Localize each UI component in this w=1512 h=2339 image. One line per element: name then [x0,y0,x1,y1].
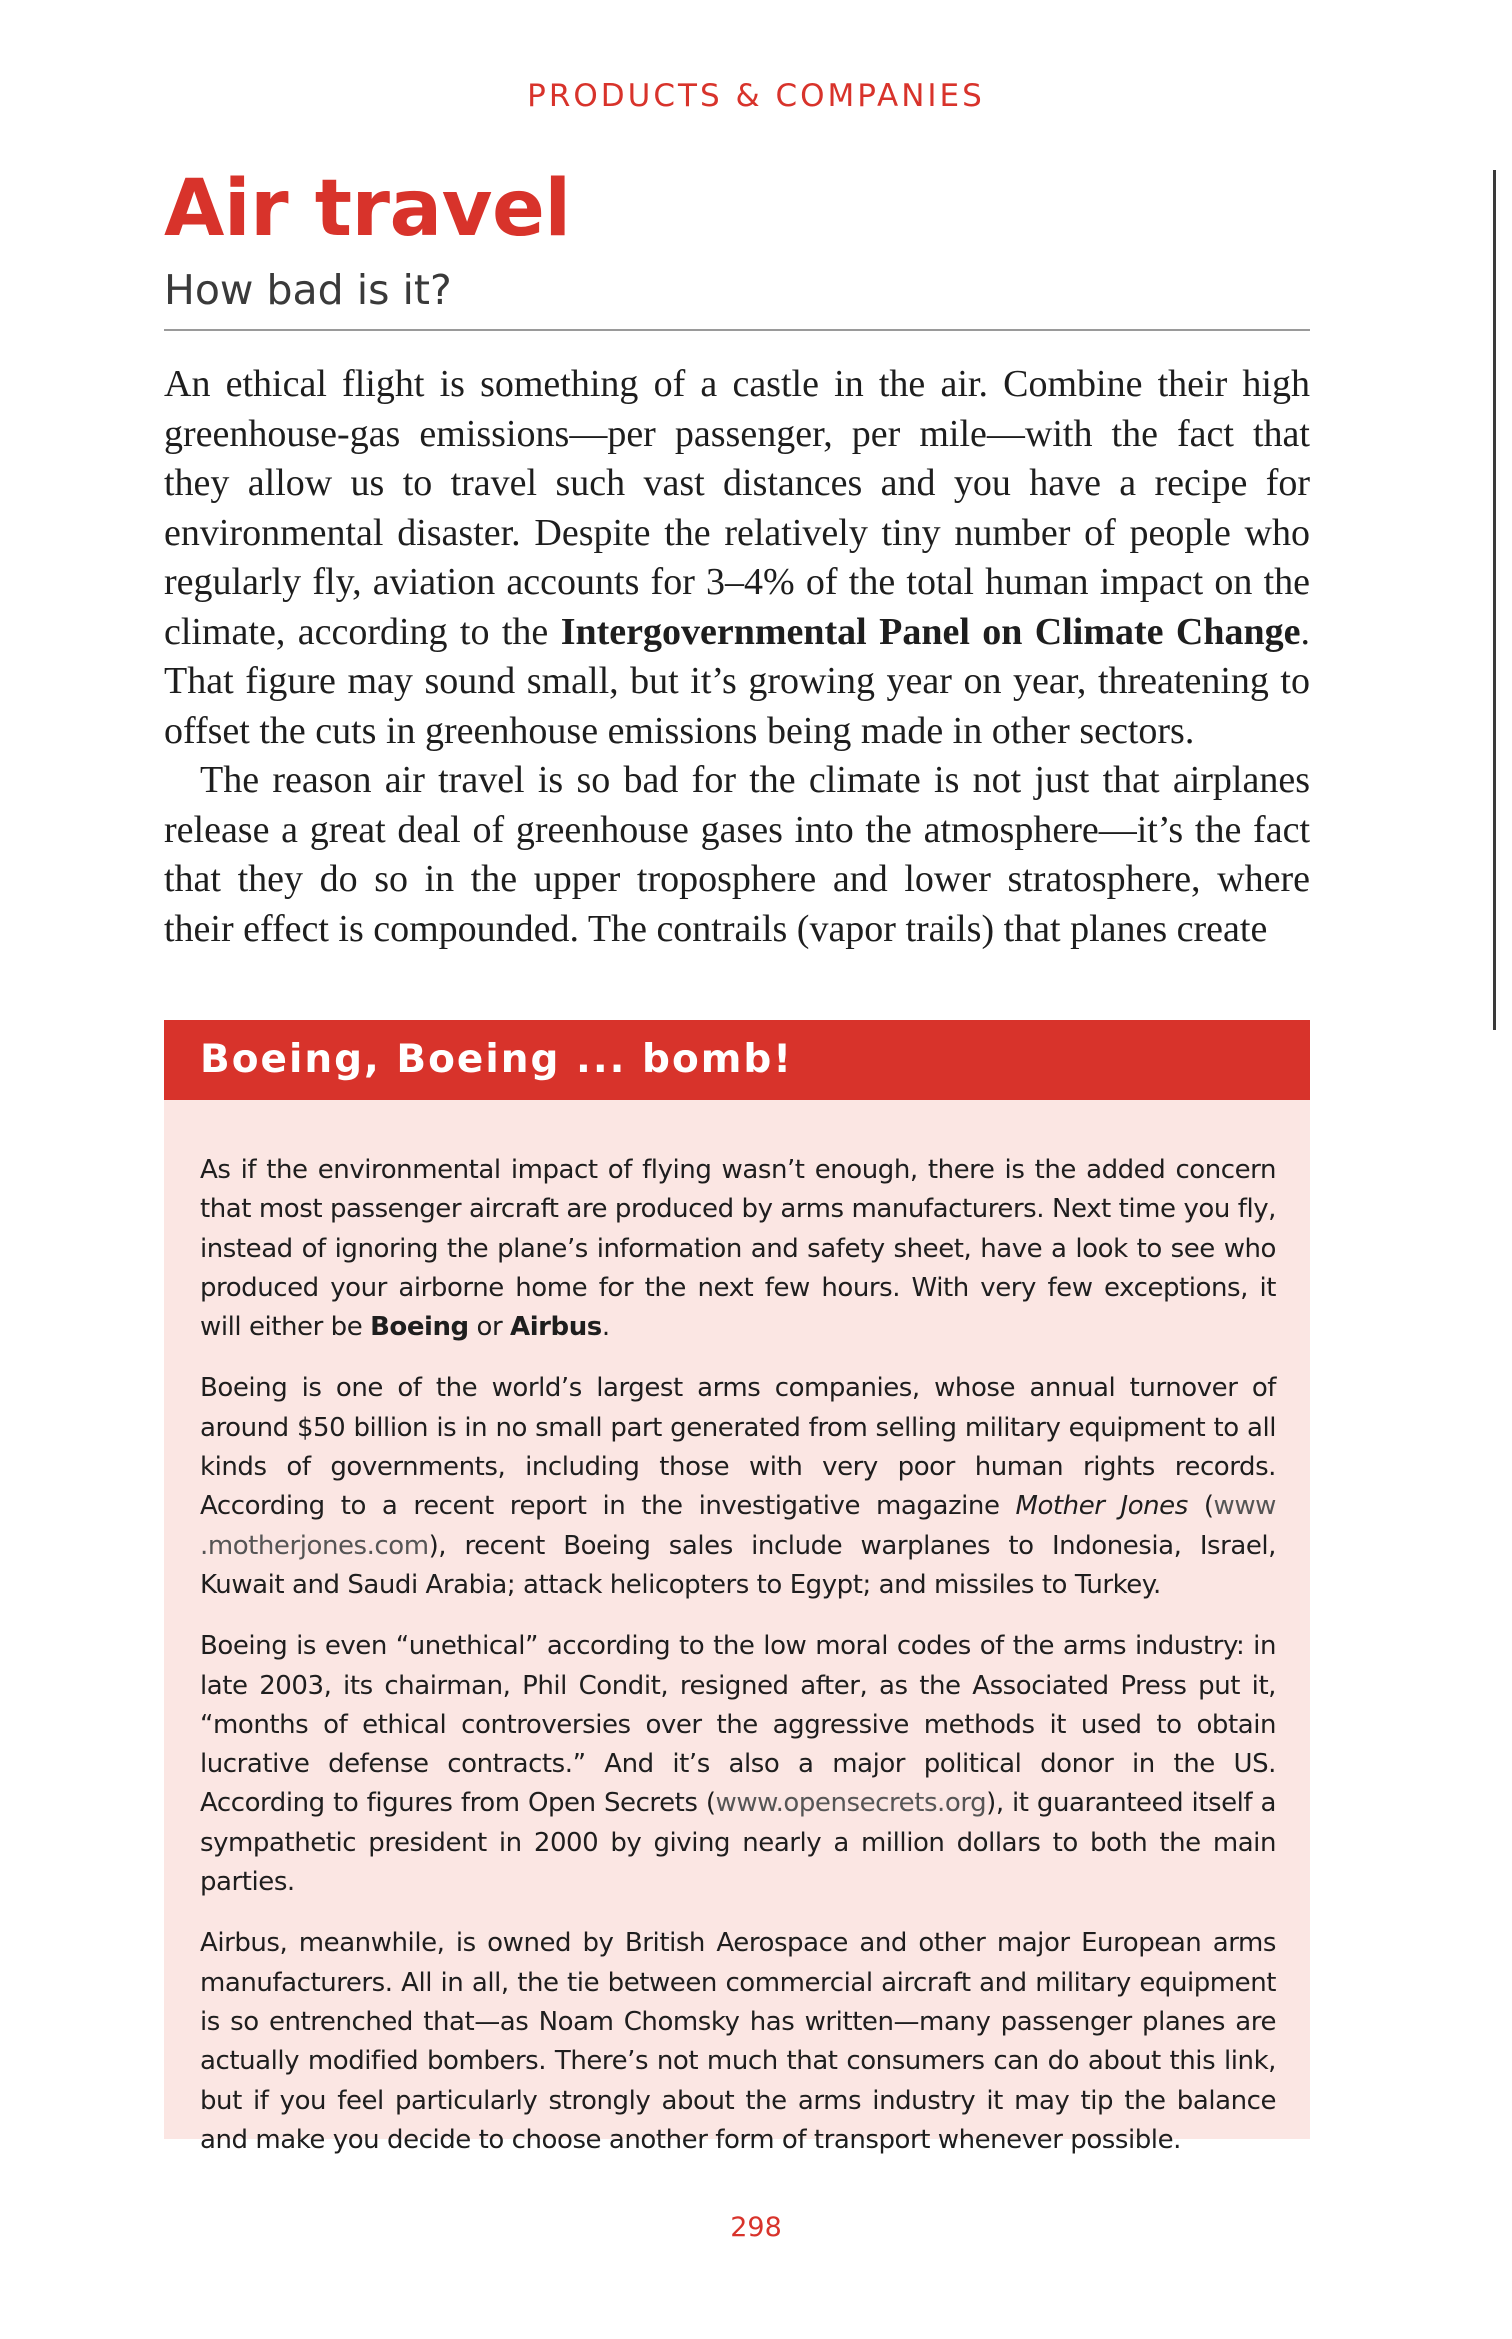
page-number: 298 [730,2212,782,2243]
body-paragraph-1 [164,360,1310,756]
sidebar-p1-end: . [601,1312,610,1343]
sidebar-p3-url: www.opensecrets.org [715,1788,987,1819]
sidebar-paragraph-3 [200,1627,1276,1902]
sidebar-paragraph-2 [200,1369,1276,1605]
sidebar-body [164,1151,1310,2160]
sidebar-p1-or: or [468,1312,511,1343]
sidebar-p3-text-b: ), it guaranteed itself a sympathetic president in 2000 by giving nearly a million dollars to both the main parties. [200,1788,1276,1898]
sidebar-p1-bold-boeing: Boeing [370,1312,469,1343]
body-p1-text-a: An ethical flight is something of a castle in the air. Combine their high greenhouse-gas emissions—per passenger, per mile—with the fact that they allow us to travel such vast distances and you have a recipe for environmental disaster. Despite the relatively tiny number of people who regularly fly, aviation accounts for 3–4% of the total human impact on the climate, according to the [164,363,1310,653]
article-body [164,360,1310,954]
sidebar-p1-bold-airbus: Airbus [510,1312,602,1343]
sidebar-p2-text-a: Boeing is one of the world’s largest arms companies, whose annual turnover of around $50 billion is in no small part generated from selling military equipment to all kinds of governments, including those with very poor human rights records. According to a recent report in the investigative magazine [200,1373,1276,1522]
body-p1-bold: Intergovernmental Panel on Climate Change [560,610,1301,653]
sidebar-p3-text-a: Boeing is even “unethical” according to the low moral codes of the arms industry: in late 2003, its chairman, Phil Condit, resigned after, as the Associated Press put it, “months of ethical controversies over the aggressive methods it used to obtain lucrative defense contracts.” And it’s also a major political donor in the US. According to figures from Open Secrets ( [200,1631,1276,1819]
sidebar-box [164,1020,1310,2155]
title-divider [164,329,1310,331]
sidebar-p2-italic: Mother Jones [1015,1491,1188,1522]
body-p1-text-b: . That figure may sound small, but it’s growing year on year, threatening to offset the cuts in greenhouse emissions being made in other sectors. [164,610,1310,752]
sidebar-paragraph-4: Airbus, meanwhile, is owned by British Aerospace and other major European arms manufacturers. All in all, the tie between commercial aircraft and military equipment is so entrenched that—as Noam Chomsky has written—many passenger planes are actually modified bombers. There’s not much that consumers can do about this link, but if you feel particularly strongly about the arms industry it may tip the balance and make you decide to choose another form of transport whenever possible. [200,1928,1276,2155]
sidebar-paragraph-1 [200,1151,1276,1347]
body-paragraph-2: The reason air travel is so bad for the climate is not just that airplanes release a great deal of greenhouse gases into the atmosphere—it’s the fact that they do so in the upper troposphere and lower stratosphere, where their effect is compounded. The contrails (vapor trails) that planes create [164,759,1310,950]
page-title: Air travel [164,164,571,254]
sidebar-heading: Boeing, Boeing ... bomb! [164,1020,1310,1100]
running-head: PRODUCTS & COMPANIES [527,78,985,114]
sidebar-p2-url: www .motherjones.com [200,1491,1276,1561]
sidebar-p1-text-a: As if the environmental impact of flying wasn’t enough, there is the added concern that most passenger aircraft are produced by arms manufacturers. Next time you fly, instead of ignoring the plane’s information and safety sheet, have a look to see who produced your airborne home for the next few hours. With very few exceptions, it will either be [200,1155,1276,1343]
sidebar-p2-text-b: ( [1187,1491,1214,1522]
sidebar-p2-text-c: ), recent Boeing sales include warplanes to Indonesia, Israel, Kuwait and Saudi Arabia; attack helicopters to Egypt; and missiles to Turkey. [200,1530,1276,1600]
margin-bar [1493,170,1496,1030]
page-subtitle: How bad is it? [164,266,452,314]
